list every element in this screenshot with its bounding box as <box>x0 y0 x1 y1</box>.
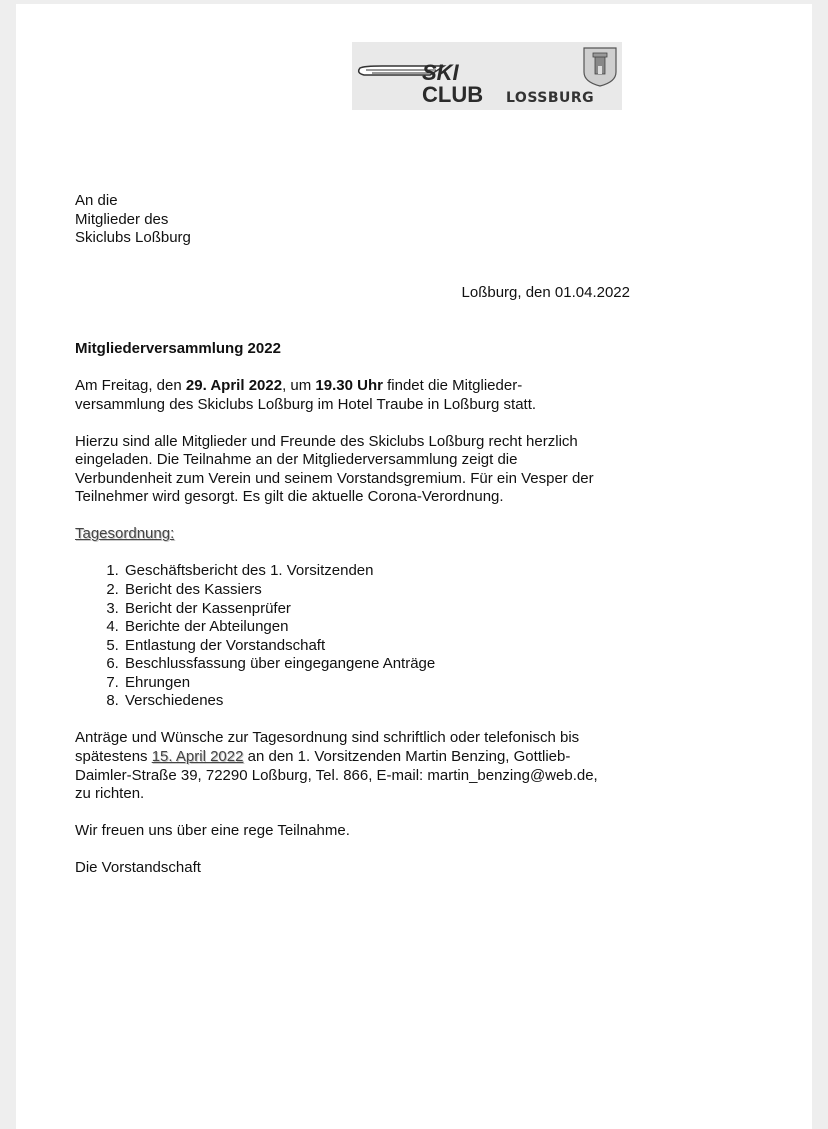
text: zu richten. <box>75 785 145 803</box>
logo-club-text: CLUB <box>422 82 484 107</box>
text: , um <box>282 376 316 394</box>
agenda-item: 6. Beschlussfassung über eingegangene Anträge <box>123 655 665 674</box>
agenda-heading: Tagesordnung: <box>75 525 175 543</box>
text: eingeladen. Die Teilnahme an der Mitgliederversammlung zeigt die <box>75 451 518 469</box>
text: Teilnehmer wird gesorgt. Es gilt die aktuelle Corona-Verordnung. <box>75 488 504 506</box>
deadline-date: 15. April 2022 <box>151 748 244 766</box>
requests-paragraph <box>75 729 665 803</box>
agenda-item: 3. Bericht der Kassenprüfer <box>123 600 665 619</box>
signature: Die Vorstandschaft <box>75 859 201 877</box>
logo-lossburg-text: LOSSBURG <box>506 90 595 106</box>
agenda-item: 2. Bericht des Kassiers <box>123 581 665 600</box>
meeting-date: 29. April 2022 <box>185 376 283 394</box>
ski-club-logo <box>352 42 622 110</box>
invitation-paragraph <box>75 377 665 414</box>
coat-of-arms-icon <box>584 48 616 86</box>
address-line: An die <box>75 192 118 209</box>
address-line: Skiclubs Loßburg <box>75 229 191 247</box>
agenda-item: 8. Verschiedenes <box>123 692 665 711</box>
letter-page <box>16 4 812 1129</box>
logo-ski-text: SKI <box>422 60 459 85</box>
agenda-list <box>75 562 665 711</box>
subject-line: Mitgliederversammlung 2022 <box>75 340 281 357</box>
recipient-address <box>75 192 191 248</box>
letter-body <box>75 340 665 878</box>
text: Daimler-Straße 39, 72290 Loßburg, Tel. 866, E-mail: martin_benzing@web.de, <box>75 766 598 784</box>
agenda-item: 5. Entlastung der Vorstandschaft <box>123 637 665 656</box>
text: Hierzu sind alle Mitglieder und Freunde des Skiclubs Loßburg recht herzlich <box>75 432 578 450</box>
welcome-paragraph <box>75 433 665 507</box>
text: an den 1. Vorsitzenden Martin Benzing, Gottlieb- <box>243 748 571 766</box>
text: Am Freitag, den <box>75 376 186 394</box>
meeting-time: 19.30 Uhr <box>315 376 383 394</box>
address-line: Mitglieder des <box>75 210 169 228</box>
text: versammlung des Skiclubs Loßburg im Hotel Traube in Loßburg statt. <box>75 395 537 413</box>
text: findet die Mitglieder- <box>382 376 523 394</box>
agenda-item: 1. Geschäftsbericht des 1. Vorsitzenden <box>123 562 665 581</box>
place-date: Loßburg, den 01.04.2022 <box>461 284 630 301</box>
text: spätestens <box>75 748 152 766</box>
text: Anträge und Wünsche zur Tagesordnung sind schriftlich oder telefonisch bis <box>75 729 580 747</box>
closing-line: Wir freuen uns über eine rege Teilnahme. <box>75 822 350 840</box>
agenda-item: 4. Berichte der Abteilungen <box>123 618 665 637</box>
agenda-item: 7. Ehrungen <box>123 674 665 693</box>
text: Verbundenheit zum Verein und seinem Vorstandsgremium. Für ein Vesper der <box>75 469 594 487</box>
